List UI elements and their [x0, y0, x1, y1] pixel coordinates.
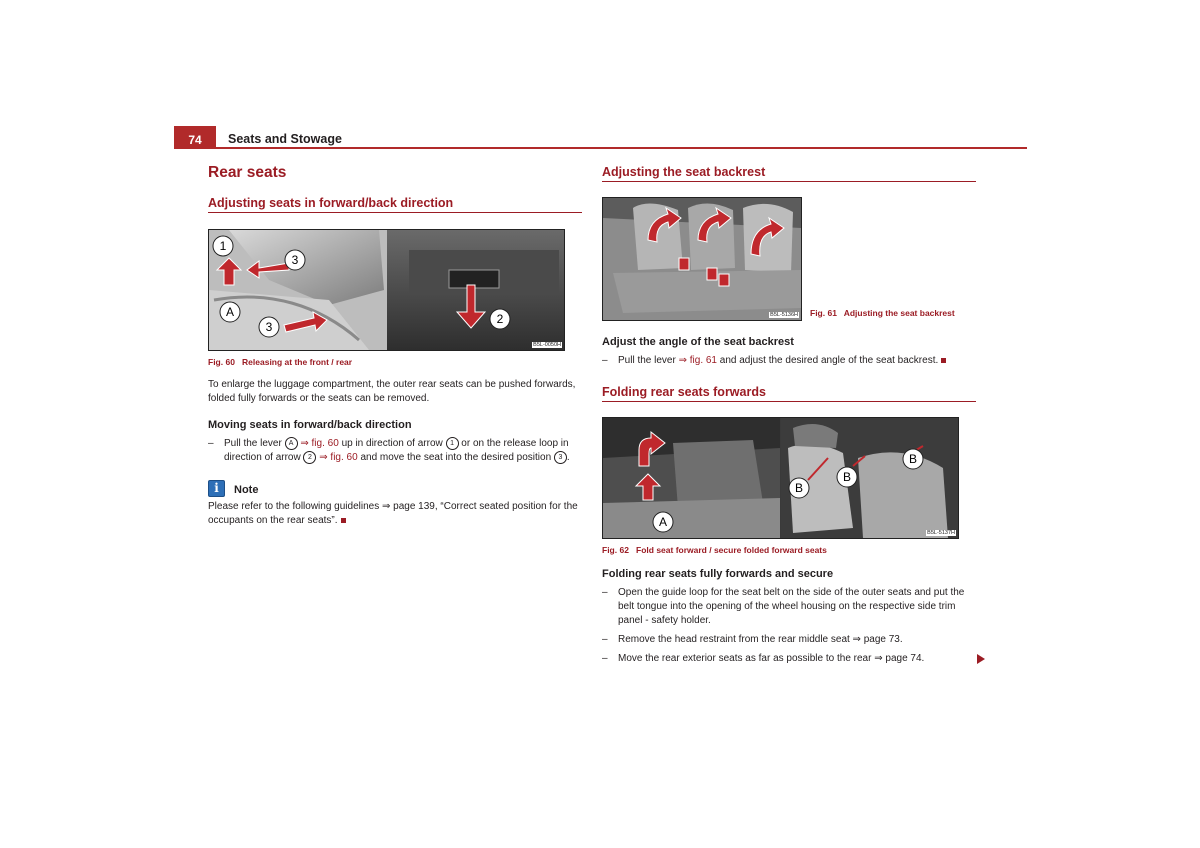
backrest-rule — [602, 181, 976, 182]
end-marker — [341, 518, 346, 523]
figure-code: B5L-0050H — [533, 342, 561, 348]
figure-code: B5L-5137H — [927, 530, 955, 536]
moving-bullet — [208, 437, 578, 465]
next-page-arrow-icon[interactable] — [977, 654, 985, 664]
figure-60 — [208, 229, 565, 351]
bullet-text: Pull the lever — [224, 438, 282, 450]
callout-label: B — [794, 481, 804, 495]
caption-text: Releasing at the front / rear — [242, 357, 353, 367]
subsection-rule — [208, 212, 582, 213]
callout-label: B — [842, 470, 852, 484]
callout-label: A — [658, 515, 668, 529]
caption-text: Adjusting the seat backrest — [843, 308, 955, 318]
angle-bullet — [602, 354, 976, 368]
callout-ref: 1 — [446, 437, 459, 450]
bullet-dash: – — [602, 653, 608, 664]
caption-text: Fold seat forward / secure folded forward seats — [636, 545, 827, 555]
fold-heading: Folding rear seats fully forwards and secure — [602, 568, 834, 580]
caption-number: Fig. 60 — [208, 357, 235, 367]
figure-62-illustration — [603, 418, 958, 538]
bullet-dash: – — [602, 634, 608, 645]
callout-label: B — [908, 452, 918, 466]
figure-62 — [602, 417, 959, 539]
note-text — [208, 500, 580, 528]
section-title: Seats and Stowage — [228, 132, 342, 146]
figure-link[interactable]: ⇒ fig. 61 — [678, 355, 717, 366]
caption-number: Fig. 61 — [810, 308, 837, 318]
callout-ref: 3 — [554, 451, 567, 464]
figure-61-illustration — [603, 198, 801, 320]
caption-number: Fig. 62 — [602, 545, 629, 555]
end-marker — [941, 358, 946, 363]
figure-60-caption — [208, 357, 352, 367]
callout-ref: A — [285, 437, 298, 450]
figure-60-illustration — [209, 230, 564, 350]
bullet-text: Move the rear exterior seats as far as possible to the rear ⇒ page 74. — [618, 653, 925, 664]
note-body: Please refer to the following guidelines ⇒ page 139, “Correct seated position for the occupants on the rear seats”. — [208, 501, 578, 526]
callout-label: A — [225, 305, 235, 319]
bullet-text: and move the seat into the desired position — [360, 452, 552, 464]
bullet-dash: – — [602, 355, 608, 366]
angle-heading: Adjust the angle of the seat backrest — [602, 336, 794, 348]
fold-bullet — [602, 652, 976, 666]
bullet-dash: – — [208, 438, 214, 449]
bullet-dash: – — [602, 587, 608, 598]
info-icon: i — [208, 480, 225, 497]
callout-label: 2 — [496, 312, 504, 326]
folding-rule — [602, 401, 976, 402]
subsection-title: Adjusting seats in forward/back direction — [208, 196, 454, 210]
bullet-text: up in direction of arrow — [341, 438, 443, 450]
callout-label: 3 — [291, 253, 299, 267]
page-number: 74 — [174, 126, 216, 148]
folding-title: Folding rear seats forwards — [602, 385, 766, 399]
callout-ref: 2 — [303, 451, 316, 464]
note-title: Note — [234, 484, 259, 496]
bullet-text: . — [566, 452, 570, 464]
backrest-title: Adjusting the seat backrest — [602, 165, 766, 179]
bullet-text: Pull the lever — [618, 355, 676, 366]
figure-61 — [602, 197, 802, 321]
bullet-text: or on the release loop in direction of arrow — [224, 438, 569, 464]
page-title: Rear seats — [208, 164, 287, 181]
callout-label: 1 — [219, 239, 227, 253]
figure-61-caption — [810, 308, 955, 318]
intro-paragraph: To enlarge the luggage compartment, the outer rear seats can be pushed forwards, folded fully forwards or the seats can be removed. — [208, 379, 576, 404]
fold-bullet — [602, 633, 976, 647]
figure-62-caption — [602, 545, 827, 555]
moving-heading: Moving seats in forward/back direction — [208, 419, 412, 431]
figure-link[interactable]: ⇒ fig. 60 — [319, 452, 358, 464]
bullet-text: Open the guide loop for the seat belt on the side of the outer seats and put the belt tongue into the opening of the wheel housing on the respective side trim panel - safety holder. — [618, 587, 965, 626]
fold-bullet — [602, 586, 976, 628]
figure-code: B5L-5136H — [770, 312, 798, 318]
header-rule — [174, 147, 1027, 149]
bullet-text: Remove the head restraint from the rear middle seat ⇒ page 73. — [618, 634, 903, 645]
callout-label: 3 — [265, 320, 273, 334]
bullet-text: and adjust the desired angle of the seat backrest. — [719, 355, 939, 366]
figure-link[interactable]: ⇒ fig. 60 — [300, 438, 339, 450]
